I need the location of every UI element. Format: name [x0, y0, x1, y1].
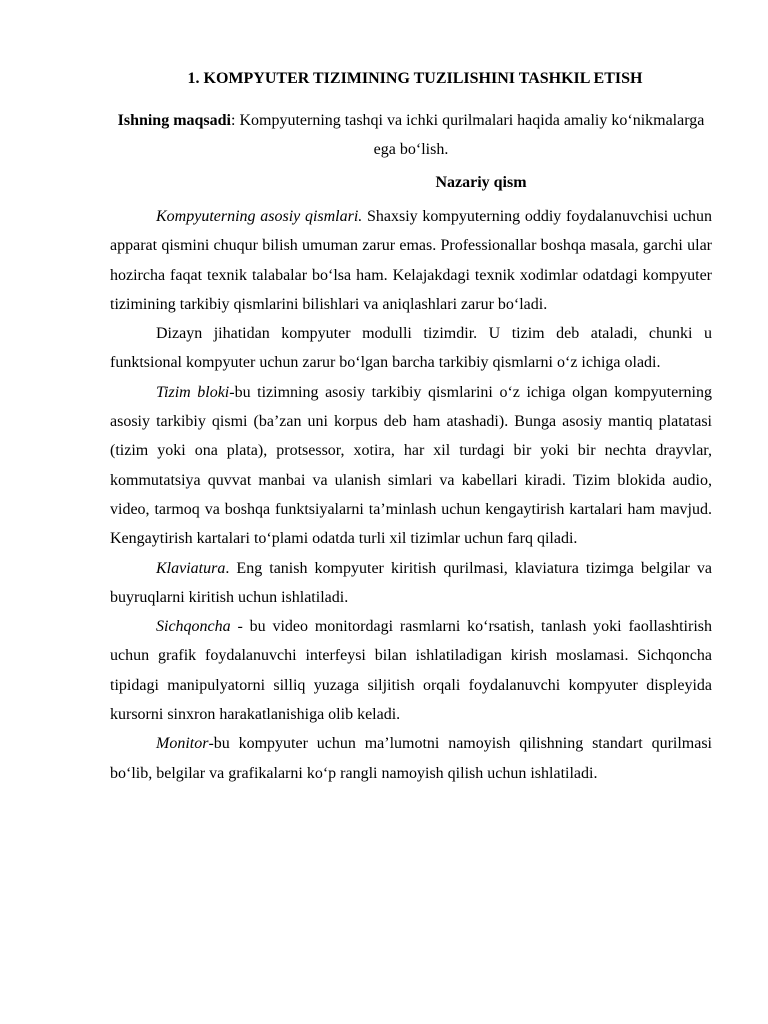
paragraph: [110, 729, 712, 788]
paragraph-term: Kompyuterning asosiy qismlari.: [156, 208, 363, 225]
paragraph-term: Klaviatura: [156, 559, 226, 577]
goal-separator: :: [231, 112, 240, 129]
paragraph: [110, 202, 712, 319]
paragraph-text: -bu kompyuter uchun ma’lumotni namoyish qilishning standart qurilmasi bo‘lib, belgilar va grafikalarni ko‘p rangli namoyish qilish uchun ishlatiladi.: [110, 735, 712, 782]
goal-label: Ishning maqsadi: [117, 112, 231, 129]
goal-statement: [110, 106, 712, 164]
paragraph-text: - bu video monitordagi rasmlarni ko‘rsatish, tanlash yoki faollashtirish uchun grafik foydalanuvchi interfeysi bilan ishlatiladigan kirish moslamasi. Sichqoncha tipidagi manipulyatorni silliq yuzaga siljitish orqali foydalanuvchi kompyuter displeyida kursorni sinxron harakatlanishiga olib keladi.: [110, 618, 712, 724]
document-title: 1. KOMPYUTER TIZIMINING TUZILISHINI TASHKIL ETISH: [187, 70, 643, 87]
paragraph-term: Tizim bloki: [156, 383, 230, 401]
paragraph: [110, 378, 712, 554]
paragraph-text: Dizayn jihatidan kompyuter modulli tizimdir. U tizim deb ataladi, chunki u funktsional kompyuter uchun zarur bo‘lgan barcha tarkibiy qismlarni o‘z ichiga oladi.: [110, 325, 712, 372]
paragraph-text: . Eng tanish kompyuter kiritish qurilmasi, klaviatura tizimga belgilar va buyruqlarni kiritish uchun ishlatiladi.: [110, 559, 712, 606]
goal-text: Kompyuterning tashqi va ichki qurilmalari haqida amaliy ko‘nikmalarga ega bo‘lish.: [239, 112, 705, 158]
paragraph-text: Shaxsiy kompyuterning oddiy foydalanuvchisi uchun apparat qismini chuqur bilish umuman zarur emas. Professionallar boshqa masala, garchi ular hozircha faqat texnik talabalar bo‘lsa ham. Kelajakdagi texnik xodimlar odatdagi kompyuter tizimining tarkibiy qismlarini bilishlari va aniqlashlari zarur bo‘ladi.: [110, 208, 712, 313]
section-heading: Nazariy qism: [435, 174, 527, 191]
paragraph: [110, 554, 712, 613]
paragraph: [110, 612, 712, 729]
body-text: [110, 202, 712, 788]
paragraph-text: -bu tizimning asosiy tarkibiy qismlarini o‘z ichiga olgan kompyuterning asosiy tarkibiy qismi (ba’zan uni korpus deb ham atashadi). Bunga asosiy mantiq platatasi (tizim yoki ona plata), protsessor, xotira, har xil turdagi bir yoki bir nechta drayvlar, kommutatsiya quvvat manbai va ulanish simlari va kabellari kiradi. Tizim blokida audio, video, tarmoq va boshqa funktsiyalarni ta’minlash uchun kengaytirish kartalari ham mavjud. Kengaytirish kartalari to‘plami odatda turli xil tizimlar uchun farq qiladi.: [110, 383, 713, 548]
paragraph-term: Sichqoncha: [156, 618, 231, 636]
paragraph-term: Monitor: [156, 735, 209, 753]
paragraph: [110, 319, 712, 378]
